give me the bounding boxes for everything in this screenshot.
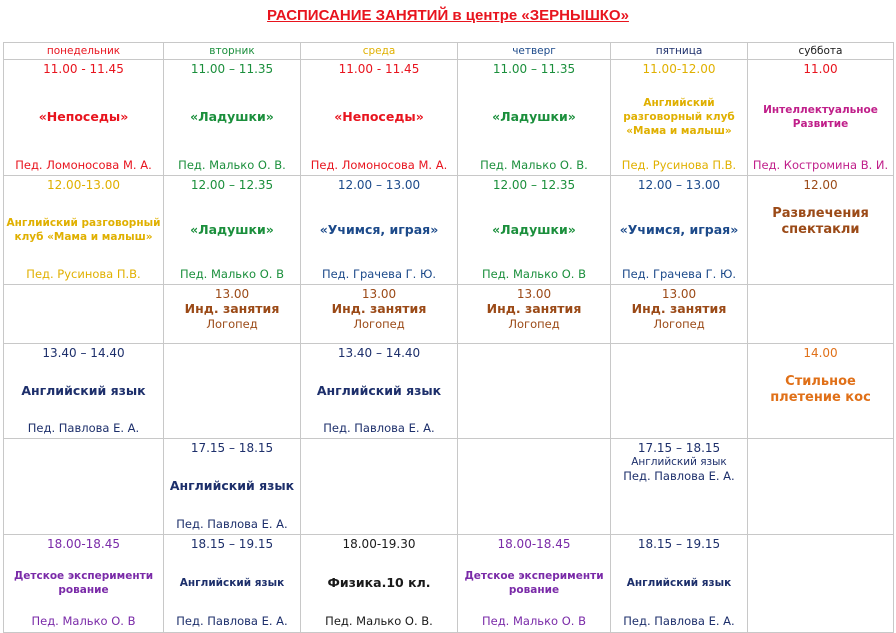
schedule-cell — [164, 60, 301, 176]
schedule-cell — [611, 176, 748, 285]
time-label: 11.00 - 11.45 — [43, 62, 124, 76]
day-header-monday: понедельник — [4, 43, 164, 60]
teacher-label: Пед. Павлова Е. А. — [176, 614, 288, 628]
teacher-label: Пед. Малько О. В — [482, 614, 586, 628]
teacher-label: Логопед — [353, 317, 405, 331]
activity-label: Английский разговорный клуб «Мама и малыш» — [623, 97, 735, 137]
time-label: 13.00 — [516, 287, 552, 301]
activity-label: «Ладушки» — [492, 221, 576, 237]
table-row — [4, 439, 894, 535]
schedule-cell — [748, 60, 894, 176]
time-label: 13.40 – 14.40 — [337, 346, 421, 360]
schedule-cell — [164, 176, 301, 285]
teacher-label: Пед. Павлова Е. А. — [323, 421, 435, 435]
schedule-cell — [748, 344, 894, 439]
time-label: 12.00 – 13.00 — [337, 178, 421, 192]
activity-label: «Непоседы» — [334, 109, 424, 124]
time-label: 12.00 – 12.35 — [190, 178, 274, 192]
schedule-cell — [301, 285, 458, 344]
activity-label: Инд. занятия — [486, 301, 582, 316]
schedule-cell-empty — [4, 285, 164, 344]
teacher-label: Пед. Русинова П.В. — [26, 267, 141, 281]
table-row — [4, 535, 894, 633]
activity-label: Интеллектуальное Развитие — [763, 104, 878, 130]
schedule-cell-empty — [458, 439, 611, 535]
activity-label: Английский язык — [169, 478, 295, 493]
teacher-label: Пед. Павлова Е. А. — [27, 421, 140, 435]
time-label: 11.00 – 11.35 — [492, 62, 576, 76]
teacher-label: Пед. Малько О. В — [180, 267, 284, 281]
time-label: 11.00 – 11.35 — [190, 62, 274, 76]
activity-label: Детское эксперименти рование — [13, 569, 154, 596]
time-label: 13.40 – 14.40 — [42, 346, 125, 360]
schedule-cell-empty — [748, 535, 894, 633]
time-label: 18.00-18.45 — [497, 537, 571, 551]
time-label: 18.00-18.45 — [46, 537, 121, 551]
time-label: 12.00 – 12.35 — [492, 178, 576, 192]
schedule-cell-empty — [164, 344, 301, 439]
activity-label: «Ладушки» — [492, 109, 576, 124]
teacher-label: Пед. Павлова Е. А. — [623, 614, 735, 628]
schedule-cell — [164, 285, 301, 344]
day-header-tuesday: вторник — [164, 43, 301, 60]
schedule-cell — [4, 60, 164, 176]
schedule-cell — [458, 176, 611, 285]
schedule-cell-empty — [748, 285, 894, 344]
schedule-cell — [301, 344, 458, 439]
teacher-label: Пед. Малько О. В — [482, 267, 586, 281]
page-title: РАСПИСАНИЕ ЗАНЯТИЙ в центре «ЗЕРНЫШКО» — [267, 7, 629, 24]
table-row — [4, 176, 894, 285]
schedule-cell — [611, 439, 748, 535]
activity-label: «Учимся, играя» — [319, 221, 439, 237]
time-label: 17.15 – 18.15 — [190, 441, 274, 455]
activity-label: Английский язык — [21, 382, 146, 398]
activity-label: Английский язык — [316, 382, 442, 398]
schedule-cell — [458, 60, 611, 176]
schedule-cell — [458, 285, 611, 344]
time-label: 12.00 — [803, 178, 838, 192]
teacher-label: Пед. Ломоносова М. А. — [310, 158, 448, 172]
activity-label: Английский язык — [179, 576, 285, 589]
day-header-saturday: суббота — [748, 43, 894, 60]
activity-label: Детское эксперименти рование — [464, 569, 604, 596]
time-label: 11.00 — [803, 62, 838, 76]
activity-label: Английский разговорный клуб «Мама и малыш» — [6, 216, 161, 243]
day-header-wednesday: среда — [301, 43, 458, 60]
teacher-label: Логопед — [653, 317, 705, 331]
schedule-cell — [4, 176, 164, 285]
schedule-cell-empty — [301, 439, 458, 535]
schedule-table — [3, 42, 894, 633]
teacher-label: Пед. Малько О. В. — [480, 158, 588, 172]
schedule-cell — [611, 285, 748, 344]
schedule-cell — [458, 535, 611, 633]
time-label: 18.15 – 19.15 — [190, 537, 274, 551]
schedule-cell — [4, 344, 164, 439]
teacher-label: Пед. Костромина В. И. — [752, 158, 889, 172]
schedule-cell-empty — [611, 344, 748, 439]
schedule-cell-empty — [748, 439, 894, 535]
time-label: 12.00-13.00 — [46, 178, 121, 192]
activity-label: Развлечения спектакли — [772, 206, 869, 237]
schedule-cell — [4, 535, 164, 633]
table-row — [4, 60, 894, 176]
table-row — [4, 285, 894, 344]
time-label: 18.15 – 19.15 — [637, 537, 721, 551]
schedule-cell — [301, 176, 458, 285]
table-row — [4, 344, 894, 439]
teacher-label: Логопед — [206, 317, 258, 331]
activity-label: Стильное плетение кос — [770, 374, 871, 405]
teacher-label: Пед. Малько О. В. — [178, 158, 286, 172]
activity-label: Инд. занятия — [184, 301, 280, 316]
time-label: 18.00-19.30 — [342, 537, 416, 551]
teacher-label: Пед. Малько О. В — [31, 614, 136, 628]
teacher-label: Пед. Грачева Г. Ю. — [621, 267, 737, 281]
time-label: 11.00-12.00 — [642, 62, 716, 76]
schedule-cell — [164, 439, 301, 535]
activity-label: Английский язык — [626, 576, 732, 589]
teacher-label: Пед. Грачева Г. Ю. — [321, 267, 437, 281]
schedule-cell — [164, 535, 301, 633]
day-header-friday: пятница — [611, 43, 748, 60]
activity-label: Физика.10 кл. — [327, 574, 431, 590]
schedule-cell-empty — [458, 344, 611, 439]
schedule-cell — [748, 176, 894, 285]
time-label: 14.00 — [803, 346, 838, 360]
teacher-label: Логопед — [508, 317, 560, 331]
schedule-cell — [611, 60, 748, 176]
time-label: 13.00 — [214, 287, 250, 301]
time-label: 17.15 – 18.15 — [637, 441, 721, 455]
day-header-thursday: четверг — [458, 43, 611, 60]
activity-label: Английский язык — [631, 456, 727, 468]
activity-label: «Ладушки» — [190, 221, 274, 237]
teacher-label: Пед. Ломоносова М. А. — [15, 158, 152, 172]
teacher-label: Пед. Русинова П.В. — [621, 158, 737, 172]
time-label: 12.00 – 13.00 — [637, 178, 721, 192]
teacher-label: Пед. Малько О. В. — [325, 614, 433, 628]
time-label: 11.00 - 11.45 — [338, 62, 420, 76]
activity-label: Инд. занятия — [631, 301, 727, 316]
teacher-label: Пед. Павлова Е. А. — [623, 469, 735, 483]
schedule-cell — [301, 535, 458, 633]
schedule-cell — [611, 535, 748, 633]
teacher-label: Пед. Павлова Е. А. — [176, 517, 288, 531]
time-label: 13.00 — [661, 287, 697, 301]
schedule-cell-empty — [4, 439, 164, 535]
schedule-cell — [301, 60, 458, 176]
activity-label: «Учимся, играя» — [619, 221, 739, 237]
activity-label: «Непоседы» — [38, 109, 129, 124]
activity-label: Инд. занятия — [331, 301, 427, 316]
day-header-row — [4, 43, 894, 60]
activity-label: «Ладушки» — [190, 109, 274, 124]
time-label: 13.00 — [361, 287, 397, 301]
